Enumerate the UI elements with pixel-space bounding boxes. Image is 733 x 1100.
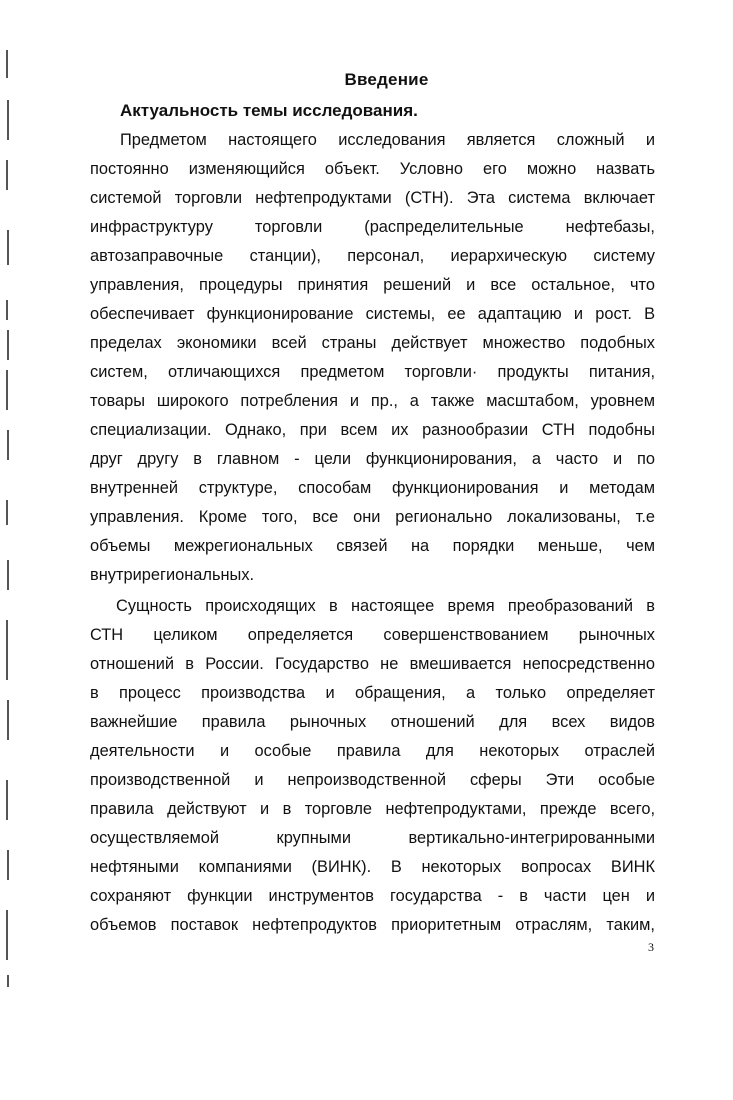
- paragraph-line: систем, отличающихся предметом торговли· продукты питания,: [90, 363, 655, 381]
- paragraph-line: системой торговли нефтепродуктами (СТН). Эта система включает: [90, 189, 655, 207]
- paragraph-line: сохраняют функции инструментов государства - в части цен и: [90, 887, 655, 905]
- paragraph-line: автозаправочные станции), персонал, иерархическую систему: [90, 247, 655, 265]
- paragraph-line: пределах экономики всей страны действует множество подобных: [90, 334, 655, 352]
- paragraph-line: специализации. Однако, при всем их разнообразии СТН подобны: [90, 421, 655, 439]
- paragraph-line: управления, процедуры принятия решений и все остальное, что: [90, 276, 655, 294]
- paragraph-line: внутренней структуре, способам функционирования и методам: [90, 479, 655, 497]
- paragraph-line: важнейшие правила рыночных отношений для всех видов: [90, 713, 655, 731]
- paragraph-line: деятельности и особые правила для некоторых отраслей: [90, 742, 655, 760]
- paragraph-line: управления. Кроме того, все они регионально локализованы, т.е: [90, 508, 655, 526]
- paragraph-line: инфраструктуру торговли (распределительные нефтебазы,: [90, 218, 655, 236]
- paragraph-line: в процесс производства и обращения, а только определяет: [90, 684, 655, 702]
- paragraph-line: Сущность происходящих в настоящее время преобразований в: [116, 597, 655, 615]
- page-number: 3: [648, 940, 654, 954]
- paragraph-line: производственной и непроизводственной сферы Эти особые: [90, 771, 655, 789]
- paragraph-line: нефтяными компаниями (ВИНК). В некоторых вопросах ВИНК: [90, 858, 655, 876]
- paragraph-line: товары широкого потребления и пр., а также масштабом, уровнем: [90, 392, 655, 410]
- paragraph-line: объемы межрегиональных связей на порядки меньше, чем: [90, 537, 655, 555]
- paragraph-line: внутрирегиональных.: [90, 566, 255, 584]
- scan-margin-marks: [0, 0, 20, 1100]
- paragraph-line: постоянно изменяющийся объект. Условно его можно назвать: [90, 160, 655, 178]
- paragraph-line: Предметом настоящего исследования является сложный и: [120, 131, 655, 149]
- paragraph-line: обеспечивает функционирование системы, ее адаптацию и рост. В: [90, 305, 655, 323]
- section-heading: Актуальность темы исследования.: [120, 101, 418, 120]
- paragraph-line: правила действуют и в торговле нефтепродуктами, прежде всего,: [90, 800, 655, 818]
- paragraph-line: отношений в России. Государство не вмешивается непосредственно: [90, 655, 655, 673]
- paragraph-line: друг другу в главном - цели функционирования, а часто и по: [90, 450, 655, 468]
- paragraph-line: СТН целиком определяется совершенствованием рыночных: [90, 626, 655, 644]
- page-title: Введение: [344, 70, 429, 89]
- paragraph-line: осуществляемой крупными вертикально-интегрированными: [90, 829, 655, 847]
- paragraph-line: объемов поставок нефтепродуктов приоритетным отраслям, таким,: [90, 916, 655, 934]
